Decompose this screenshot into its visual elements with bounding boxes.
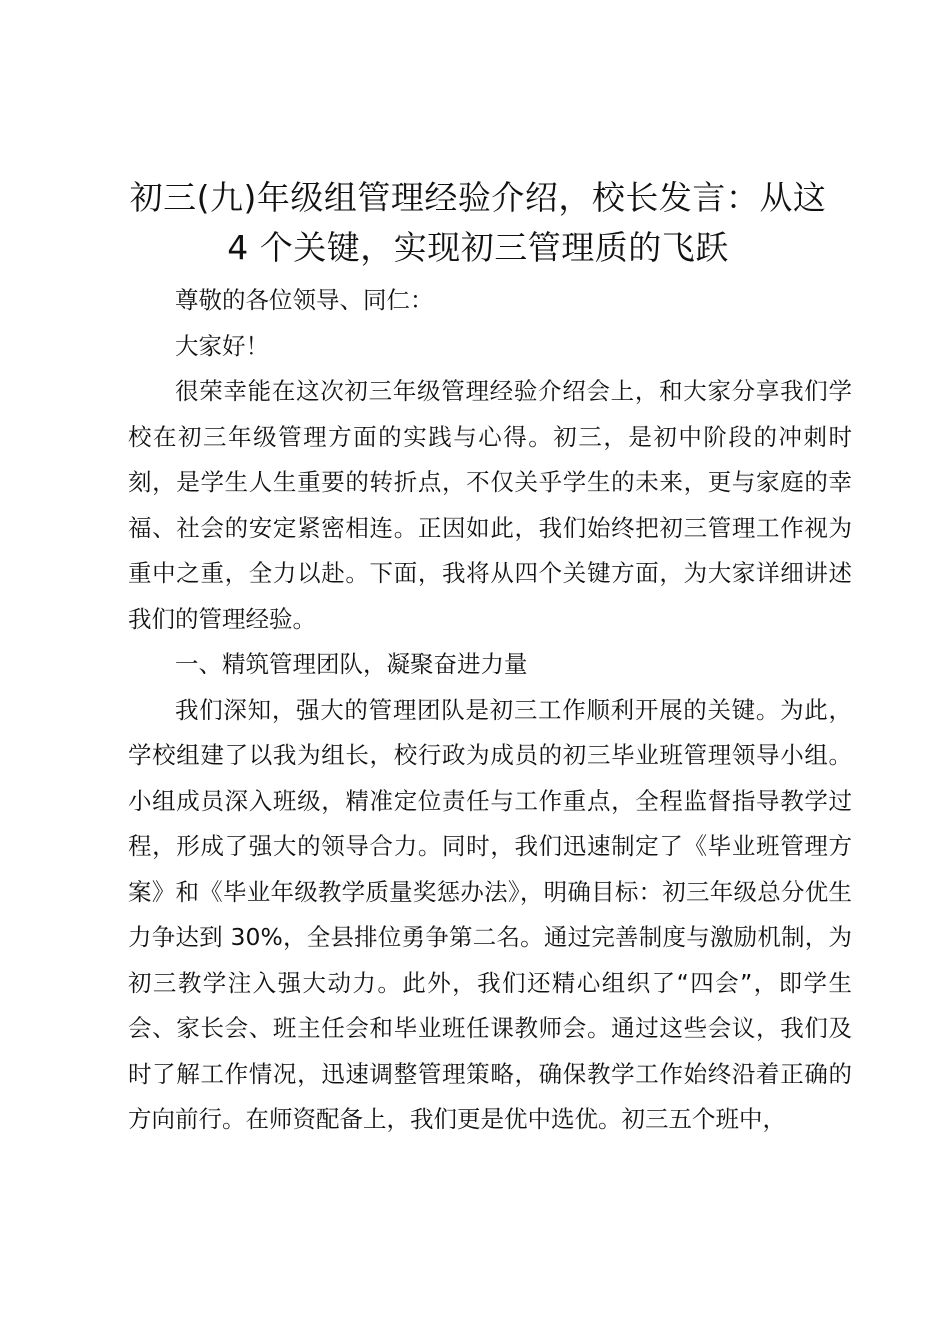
intro-paragraph: 很荣幸能在这次初三年级管理经验介绍会上，和大家分享我们学校在初三年级管理方面的实践与心得。初三，是初中阶段的冲刺时刻，是学生人生重要的转折点，不仅关乎学生的未来，更与家庭的幸福、社会的安定紧密相连。正因如此，我们始终把初三管理工作视为重中之重，全力以赴。下面，我将从四个关键方面，为大家详细讲述我们的管理经验。	[128, 377, 852, 633]
section-heading: 一、精筑管理团队，凝聚奋进力量	[175, 650, 528, 678]
document-body	[128, 278, 852, 1143]
document-title: 初三(九)年级组管理经验介绍，校长发言：从这 4 个关键，实现初三管理质的飞跃	[129, 178, 827, 267]
greeting-paragraph: 大家好！	[175, 331, 269, 360]
section-body-paragraph: 我们深知，强大的管理团队是初三工作顺利开展的关键。为此，学校组建了以我为组长，校行政为成员的初三毕业班管理领导小组。小组成员深入班级，精准定位责任与工作重点，全程监督指导教学过程，形成了强大的领导合力。同时，我们迅速制定了《毕业班管理方案》和《毕业年级教学质量奖惩办法》，明确目标：初三年级总分优生力争达到 30%，全县排位勇争第二名。通过完善制度与激励机制，为初三教学注入强大动力。此外，我们还精心组织了“四会”，即学生会、家长会、班主任会和毕业班任课教师会。通过这些会议，我们及时了解工作情况，迅速调整管理策略，确保教学工作始终沿着正确的方向前行。在师资配备上，我们更是优中选优。初三五个班中，	[128, 695, 852, 1133]
salutation-paragraph: 尊敬的各位领导、同仁：	[175, 286, 434, 314]
